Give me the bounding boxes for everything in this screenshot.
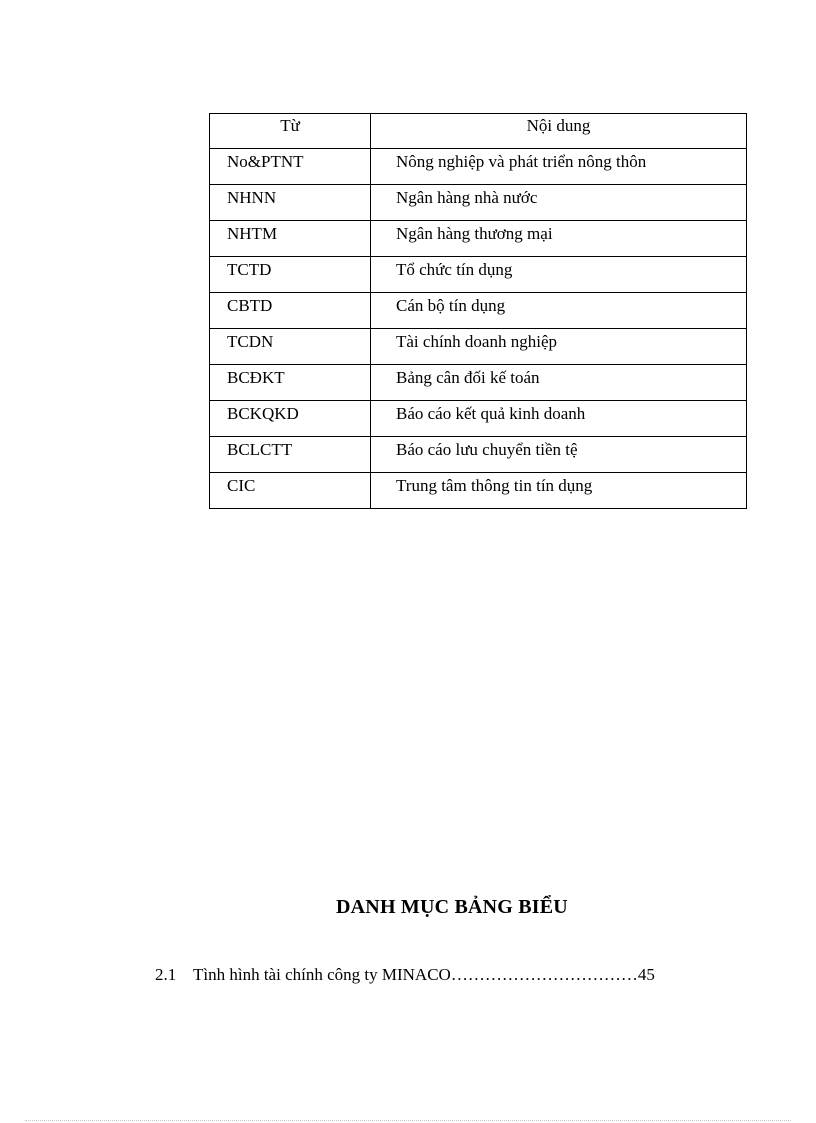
table-row bbox=[210, 365, 747, 401]
abbreviation-meaning: Nông nghiệp và phát triển nông thôn bbox=[371, 149, 747, 185]
table-row bbox=[210, 221, 747, 257]
table-row bbox=[210, 329, 747, 365]
page-bottom-divider bbox=[25, 1120, 791, 1121]
toc-entry-page: 45 bbox=[637, 965, 655, 984]
abbreviation-meaning: Báo cáo kết quả kinh doanh bbox=[371, 401, 747, 437]
table-row bbox=[210, 437, 747, 473]
abbreviation-meaning: Ngân hàng thương mại bbox=[371, 221, 747, 257]
table-header-row bbox=[210, 114, 747, 149]
table-row bbox=[210, 401, 747, 437]
abbreviation-meaning: Bảng cân đối kế toán bbox=[371, 365, 747, 401]
column-header-term: Từ bbox=[210, 114, 371, 149]
abbreviation-term: No&PTNT bbox=[210, 149, 371, 185]
column-header-meaning: Nội dung bbox=[371, 114, 747, 149]
toc-entry-title: Tình hình tài chính công ty MINACO bbox=[193, 965, 451, 984]
abbreviation-meaning: Tổ chức tín dụng bbox=[371, 257, 747, 293]
table-row bbox=[210, 149, 747, 185]
abbreviation-term: TCDN bbox=[210, 329, 371, 365]
toc-entry-leader: …………………………… bbox=[450, 965, 638, 984]
abbreviation-term: BCKQKD bbox=[210, 401, 371, 437]
abbreviation-term: BCĐKT bbox=[210, 365, 371, 401]
abbreviation-meaning: Báo cáo lưu chuyển tiền tệ bbox=[371, 437, 747, 473]
table-row bbox=[210, 293, 747, 329]
abbreviation-term: CBTD bbox=[210, 293, 371, 329]
abbreviation-table bbox=[209, 113, 747, 509]
abbreviation-term: TCTD bbox=[210, 257, 371, 293]
table-row bbox=[210, 185, 747, 221]
table-row bbox=[210, 257, 747, 293]
abbreviation-term: NHNN bbox=[210, 185, 371, 221]
toc-entry-number: 2.1 bbox=[155, 965, 177, 984]
abbreviation-meaning: Trung tâm thông tin tín dụng bbox=[371, 473, 747, 509]
abbreviation-term: NHTM bbox=[210, 221, 371, 257]
toc-entry[interactable] bbox=[155, 965, 655, 985]
abbreviation-meaning: Tài chính doanh nghiệp bbox=[371, 329, 747, 365]
table-row bbox=[210, 473, 747, 509]
abbreviation-meaning: Cán bộ tín dụng bbox=[371, 293, 747, 329]
abbreviation-term: CIC bbox=[210, 473, 371, 509]
list-of-tables-title: DANH MỤC BẢNG BIỂU bbox=[336, 896, 568, 918]
abbreviation-term: BCLCTT bbox=[210, 437, 371, 473]
abbreviation-meaning: Ngân hàng nhà nước bbox=[371, 185, 747, 221]
